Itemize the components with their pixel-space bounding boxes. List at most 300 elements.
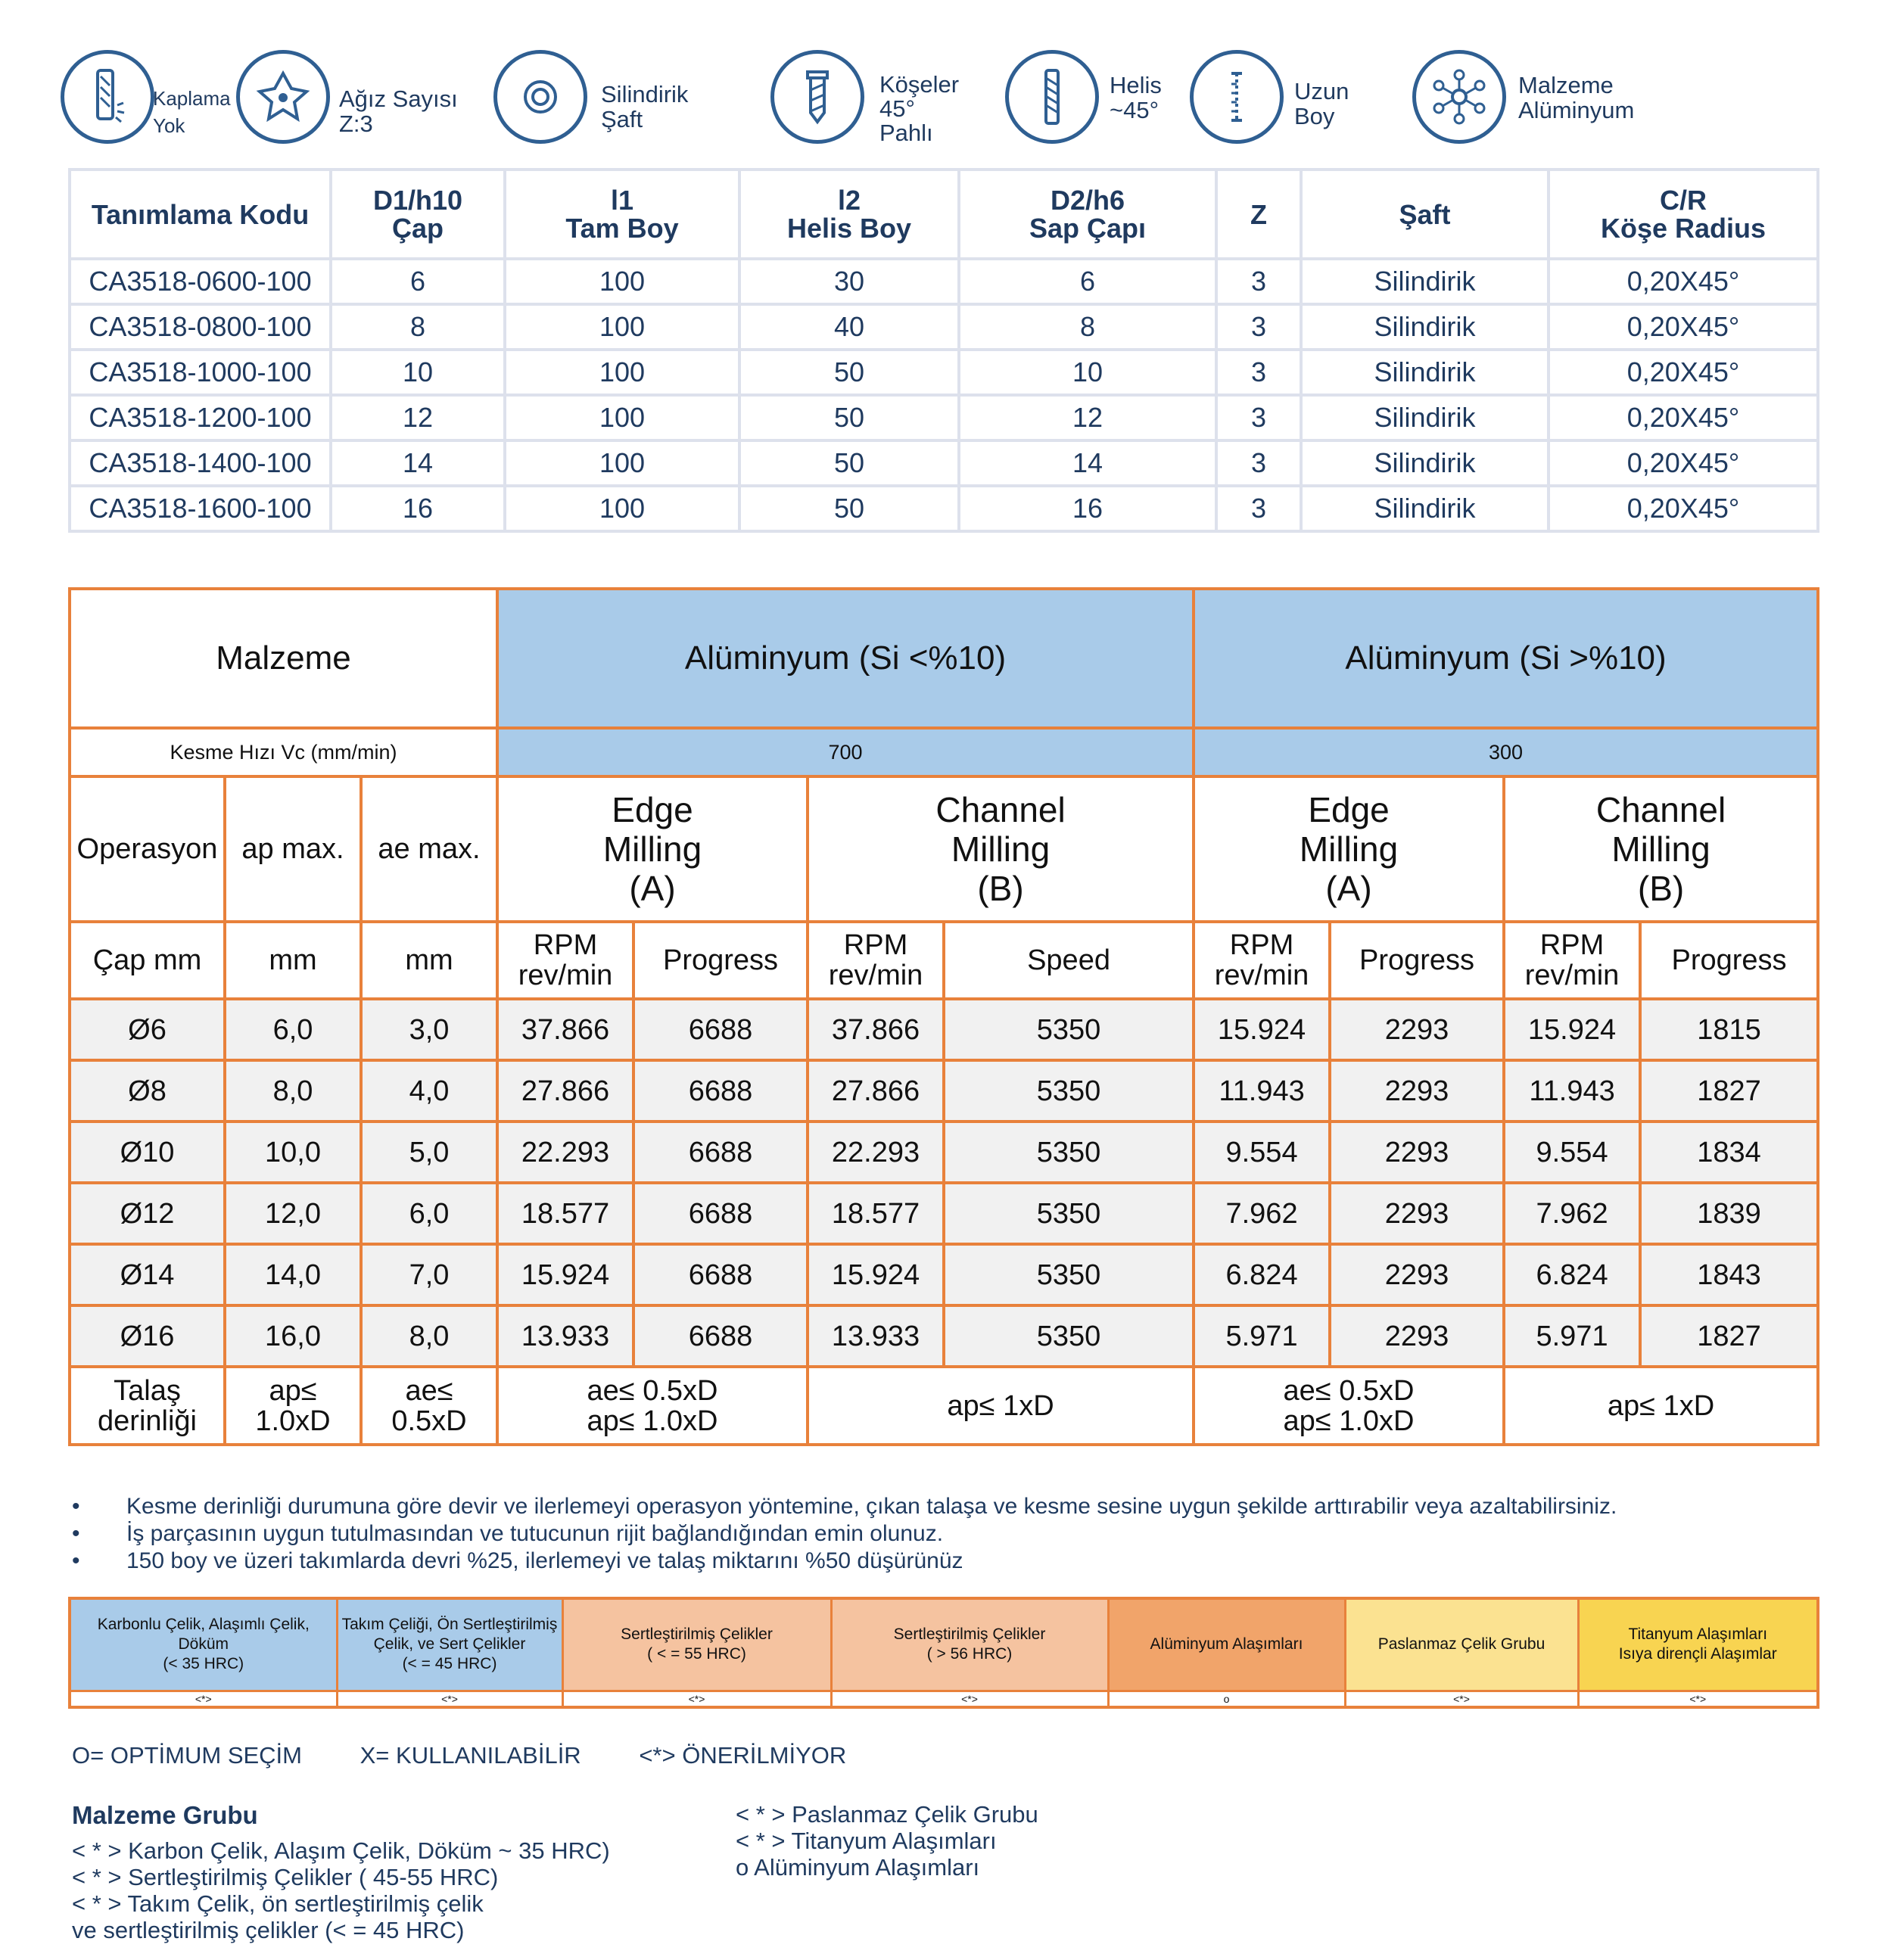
cell-l1: 100 [505, 440, 739, 486]
cell-shank: Silindirik [1301, 350, 1549, 395]
group-tool-steel [337, 1598, 562, 1691]
header-text: l1 [610, 185, 634, 216]
depth-text: ae≤ 0.5xD [1283, 1374, 1415, 1407]
unit-text: rev/min [1524, 960, 1620, 991]
group-text: Alüminyum Alaşımları [1150, 1635, 1303, 1654]
cell-ae: 4,0 [361, 1060, 497, 1122]
cell-d2: 6 [959, 259, 1216, 304]
cell-d2: 12 [959, 395, 1216, 440]
cell-rpm: 7.962 [1504, 1183, 1640, 1244]
cell-rpm: 27.866 [808, 1060, 944, 1122]
helix-icon [1005, 50, 1099, 144]
cell-radius: 0,20X45° [1549, 259, 1818, 304]
cell-rpm: 37.866 [497, 999, 633, 1060]
feature-material-label [1518, 73, 1634, 123]
cylindrical-shank-icon [493, 50, 587, 144]
header-text: D1/h10 [372, 185, 463, 216]
header-l1 [505, 170, 739, 259]
op-channel-milling-1 [808, 776, 1194, 922]
group-hardened-56 [831, 1598, 1108, 1691]
header-z [1216, 170, 1301, 259]
cell-progress: 6688 [633, 1244, 808, 1305]
ae-max-label: ae max. [361, 776, 497, 922]
operation-label: Operasyon [70, 776, 225, 922]
long-length-icon [1190, 50, 1284, 144]
cell-rpm: 6.824 [1504, 1244, 1640, 1305]
table-row [70, 395, 1818, 440]
depth-text: Talaş [114, 1374, 181, 1407]
progress-unit: Progress [1640, 922, 1818, 999]
cell-l1: 100 [505, 304, 739, 350]
cell-rpm: 18.577 [497, 1183, 633, 1244]
table-row [70, 999, 1818, 1060]
group-value: o [1108, 1691, 1345, 1707]
cell-l1: 100 [505, 259, 739, 304]
unit-text: RPM [1229, 929, 1294, 961]
material-row [70, 589, 1818, 728]
cell-speed: 5350 [944, 1183, 1194, 1244]
group-text: Çelik, ve Sert Çelikler [373, 1635, 526, 1654]
cell-radius: 0,20X45° [1549, 395, 1818, 440]
cell-code: CA3518-0600-100 [70, 259, 331, 304]
cell-rpm: 15.924 [1194, 999, 1330, 1060]
cell-progress: 1843 [1640, 1244, 1818, 1305]
cell-rpm: 27.866 [497, 1060, 633, 1122]
feature-coating [61, 47, 242, 149]
material-aluminium-low-si: Alüminyum (Si <%10) [497, 589, 1194, 728]
cell-speed: 5350 [944, 999, 1194, 1060]
cell-speed: 5350 [944, 1244, 1194, 1305]
legend-optimum: O= OPTİMUM SEÇİM [72, 1742, 302, 1769]
table-row [70, 1183, 1818, 1244]
header-radius [1549, 170, 1818, 259]
cell-l2: 50 [739, 350, 959, 395]
group-stainless [1345, 1598, 1578, 1691]
cell-rpm: 11.943 [1504, 1060, 1640, 1122]
icon-label-line: 45° [879, 95, 915, 122]
cell-diameter: Ø6 [70, 999, 225, 1060]
depth-text: ap≤ 1.0xD [1283, 1405, 1415, 1437]
legend-not-recommended: <*> ÖNERİLMİYOR [639, 1742, 847, 1769]
op-text: Channel [1595, 790, 1726, 829]
cutting-speed-row [70, 728, 1818, 776]
icon-label-line: Helis [1110, 72, 1162, 98]
group-text: Titanyum Alaşımları [1628, 1626, 1768, 1644]
cell-ap: 10,0 [225, 1122, 361, 1183]
icon-label-line: Şaft [601, 106, 643, 132]
cell-d1: 6 [331, 259, 505, 304]
icon-label-line: Boy [1294, 103, 1335, 129]
feature-chamfer [770, 47, 1013, 149]
table-row [70, 1305, 1818, 1367]
cell-z: 3 [1216, 350, 1301, 395]
cell-z: 3 [1216, 395, 1301, 440]
cell-progress: 1827 [1640, 1305, 1818, 1367]
cell-rpm: 6.824 [1194, 1244, 1330, 1305]
cell-rpm: 15.924 [1504, 999, 1640, 1060]
header-text: Tam Boy [565, 213, 679, 244]
table-row [70, 486, 1818, 531]
cell-z: 3 [1216, 304, 1301, 350]
op-text: (B) [1637, 869, 1685, 908]
cell-radius: 0,20X45° [1549, 440, 1818, 486]
unit-text: RPM [843, 929, 908, 961]
cell-radius: 0,20X45° [1549, 304, 1818, 350]
cell-progress: 2293 [1330, 1060, 1504, 1122]
group-text: (< 35 HRC) [163, 1655, 244, 1673]
cell-ap: 12,0 [225, 1183, 361, 1244]
group-text: Sertleştirilmiş Çelikler [621, 1626, 773, 1644]
cell-rpm: 15.924 [808, 1244, 944, 1305]
cell-rpm: 9.554 [1194, 1122, 1330, 1183]
icon-label-line: Ağız Sayısı [339, 86, 458, 112]
depth-text: 1.0xD [255, 1405, 331, 1437]
table-row [70, 259, 1818, 304]
feature-coating-label [153, 85, 231, 139]
chip-depth-ae [361, 1367, 497, 1445]
icon-label-line: Köşeler [879, 71, 960, 98]
table-row [70, 304, 1818, 350]
group-text: Paslanmaz Çelik Grubu [1377, 1635, 1545, 1654]
depth-text: ae≤ [405, 1374, 453, 1407]
table-row [70, 1060, 1818, 1122]
unit-row [70, 922, 1818, 999]
header-text: D2/h6 [1050, 185, 1125, 216]
cell-rpm: 9.554 [1504, 1122, 1640, 1183]
cell-diameter: Ø16 [70, 1305, 225, 1367]
cutting-speed-label: Kesme Hızı Vc (mm/min) [70, 728, 497, 776]
material-group-table [68, 1597, 1819, 1709]
icon-label-line: Alüminyum [1518, 97, 1635, 123]
cell-progress: 1834 [1640, 1122, 1818, 1183]
depth-text: ap≤ [269, 1374, 317, 1407]
cutting-data-table [68, 587, 1819, 1446]
cell-progress: 6688 [633, 1183, 808, 1244]
table-row [70, 440, 1818, 486]
feature-flute-count [236, 47, 509, 149]
cell-l1: 100 [505, 350, 739, 395]
icon-label-line: Uzun [1294, 78, 1349, 104]
feature-shank-label [601, 82, 688, 132]
cell-shank: Silindirik [1301, 304, 1549, 350]
progress-unit: Progress [1330, 922, 1504, 999]
cell-rpm: 22.293 [808, 1122, 944, 1183]
cell-progress: 6688 [633, 1305, 808, 1367]
icon-label-line: Malzeme [1518, 72, 1614, 98]
cell-speed: 5350 [944, 1305, 1194, 1367]
list-item: < * > Paslanmaz Çelik Grubu [736, 1801, 1038, 1828]
cell-rpm: 5.971 [1504, 1305, 1640, 1367]
cell-progress: 6688 [633, 1122, 808, 1183]
header-code [70, 170, 331, 259]
cell-d2: 10 [959, 350, 1216, 395]
chamfer-corner-icon [770, 50, 864, 144]
feature-icon-strip [61, 47, 1832, 149]
material-group-list-right [736, 1801, 1038, 1881]
group-carbon-steel [70, 1598, 337, 1691]
feature-length [1190, 47, 1417, 149]
depth-text: ae≤ 0.5xD [587, 1374, 718, 1407]
op-text: Channel [935, 790, 1066, 829]
cell-d2: 16 [959, 486, 1216, 531]
unit-text: rev/min [828, 960, 923, 991]
op-text: (A) [1325, 869, 1372, 908]
cell-z: 3 [1216, 259, 1301, 304]
group-text: Sertleştirilmiş Çelikler [893, 1626, 1046, 1644]
cell-radius: 0,20X45° [1549, 350, 1818, 395]
group-value: <*> [1578, 1691, 1818, 1707]
group-aluminium [1108, 1598, 1345, 1691]
cell-diameter: Ø14 [70, 1244, 225, 1305]
material-icon [1412, 50, 1506, 144]
group-text: ( > 56 HRC) [926, 1645, 1013, 1663]
icon-label-line: Kaplama [153, 87, 231, 110]
cell-diameter: Ø8 [70, 1060, 225, 1122]
cell-code: CA3518-1200-100 [70, 395, 331, 440]
group-value: <*> [831, 1691, 1108, 1707]
cell-d1: 8 [331, 304, 505, 350]
cutting-speed-value-1: 700 [497, 728, 1194, 776]
cell-progress: 2293 [1330, 1122, 1504, 1183]
depth-text: derinliği [98, 1405, 197, 1437]
op-text: Milling [602, 829, 702, 869]
cell-l2: 50 [739, 486, 959, 531]
header-d2 [959, 170, 1216, 259]
header-text: C/R [1660, 185, 1707, 216]
depth-text: ap≤ 1.0xD [587, 1405, 718, 1437]
cell-progress: 6688 [633, 999, 808, 1060]
spec-header-row [70, 170, 1818, 259]
cell-d1: 16 [331, 486, 505, 531]
table-row [70, 1244, 1818, 1305]
header-text: Tanımlama Kodu [91, 198, 310, 230]
progress-unit: Progress [633, 922, 808, 999]
list-item: < * > Sertleştirilmiş Çelikler ( 45-55 HRC) [72, 1864, 499, 1890]
feature-shank [493, 47, 751, 149]
cell-ae: 7,0 [361, 1244, 497, 1305]
chip-depth-channel-1: ap≤ 1xD [808, 1367, 1194, 1445]
header-l2 [739, 170, 959, 259]
feature-material [1412, 47, 1730, 149]
cell-speed: 5350 [944, 1060, 1194, 1122]
group-text: Takım Çeliği, Ön Sertleştirilmiş [341, 1616, 558, 1634]
group-text: Isıya dirençli Alaşımlar [1618, 1645, 1777, 1663]
material-group-values [70, 1691, 1818, 1707]
group-titanium [1578, 1598, 1818, 1691]
list-item: < * > Karbon Çelik, Alaşım Çelik, Döküm ~ 35 HRC) [72, 1837, 610, 1864]
cell-l1: 100 [505, 395, 739, 440]
note-item: • 150 boy ve üzeri takımlarda devri %25, ilerlemeyi ve talaş miktarını %50 düşürünüz [72, 1548, 1813, 1575]
rpm-unit [497, 922, 633, 999]
chip-depth-channel-2: ap≤ 1xD [1504, 1367, 1818, 1445]
cell-code: CA3518-1400-100 [70, 440, 331, 486]
cell-progress: 2293 [1330, 999, 1504, 1060]
cell-ae: 3,0 [361, 999, 497, 1060]
selection-legend [72, 1742, 898, 1769]
cell-z: 3 [1216, 440, 1301, 486]
cell-ae: 8,0 [361, 1305, 497, 1367]
cell-code: CA3518-0800-100 [70, 304, 331, 350]
rpm-unit [808, 922, 944, 999]
cell-rpm: 11.943 [1194, 1060, 1330, 1122]
cell-shank: Silindirik [1301, 259, 1549, 304]
cell-d1: 12 [331, 395, 505, 440]
cell-progress: 2293 [1330, 1305, 1504, 1367]
unit-text: RPM [1539, 929, 1605, 961]
op-text: Milling [1299, 829, 1399, 869]
cell-diameter: Ø10 [70, 1122, 225, 1183]
header-text: Sap Çapı [1029, 213, 1147, 244]
unit-text: RPM [533, 929, 598, 961]
cell-progress: 6688 [633, 1060, 808, 1122]
cell-progress: 1827 [1640, 1060, 1818, 1122]
group-hardened-55 [562, 1598, 831, 1691]
cell-ap: 14,0 [225, 1244, 361, 1305]
product-spec-table [68, 168, 1819, 533]
speed-unit: Speed [944, 922, 1194, 999]
chip-depth-edge-1 [497, 1367, 808, 1445]
cell-d2: 8 [959, 304, 1216, 350]
chip-depth-ap [225, 1367, 361, 1445]
cell-progress: 1839 [1640, 1183, 1818, 1244]
table-row [70, 350, 1818, 395]
cell-rpm: 13.933 [497, 1305, 633, 1367]
cell-progress: 2293 [1330, 1183, 1504, 1244]
cell-shank: Silindirik [1301, 440, 1549, 486]
table-row [70, 1122, 1818, 1183]
header-text: Z [1250, 198, 1267, 230]
op-text: Milling [1611, 829, 1710, 869]
cell-rpm: 22.293 [497, 1122, 633, 1183]
cell-ap: 6,0 [225, 999, 361, 1060]
note-item: • İş parçasının uygun tutulmasından ve tutucunun rijit bağlandığından emin olunuz. [72, 1520, 1813, 1548]
header-shank [1301, 170, 1549, 259]
op-channel-milling-2 [1504, 776, 1818, 922]
material-label: Malzeme [70, 589, 497, 728]
cell-ap: 8,0 [225, 1060, 361, 1122]
group-value: <*> [562, 1691, 831, 1707]
cell-diameter: Ø12 [70, 1183, 225, 1244]
diameter-unit-label: Çap mm [70, 922, 225, 999]
legend-usable: X= KULLANILABİLİR [360, 1742, 581, 1769]
icon-label-line: Z:3 [339, 110, 373, 137]
cell-l1: 100 [505, 486, 739, 531]
note-item: • Kesme derinliği durumuna göre devir ve ilerlemeyi operasyon yöntemine, çıkan talaşa ve kesme sesine uygun şekilde arttırabilir veya azaltabilirsiniz. [72, 1493, 1813, 1520]
group-value: <*> [1345, 1691, 1578, 1707]
group-value: <*> [337, 1691, 562, 1707]
material-group-labels [70, 1598, 1818, 1691]
cell-rpm: 7.962 [1194, 1183, 1330, 1244]
icon-label-line: ~45° [1110, 97, 1159, 123]
feature-chamfer-label [879, 73, 959, 145]
list-item: < * > Titanyum Alaşımları [736, 1828, 997, 1854]
cell-progress: 2293 [1330, 1244, 1504, 1305]
list-item: ve sertleştirilmiş çelikler (< = 45 HRC) [72, 1917, 465, 1943]
material-group-title: Malzeme Grubu [72, 1801, 258, 1829]
op-text: Milling [951, 829, 1051, 869]
cell-rpm: 13.933 [808, 1305, 944, 1367]
ae-unit: mm [361, 922, 497, 999]
cell-d1: 10 [331, 350, 505, 395]
cell-radius: 0,20X45° [1549, 486, 1818, 531]
ap-unit: mm [225, 922, 361, 999]
op-text: (B) [977, 869, 1024, 908]
group-text: (< = 45 HRC) [402, 1655, 497, 1673]
chip-depth-edge-2 [1194, 1367, 1504, 1445]
operation-row [70, 776, 1818, 922]
header-text: Şaft [1399, 198, 1451, 230]
cell-rpm: 15.924 [497, 1244, 633, 1305]
op-text: (A) [629, 869, 676, 908]
cell-ap: 16,0 [225, 1305, 361, 1367]
feature-helix-label [1110, 73, 1162, 123]
cell-code: CA3518-1600-100 [70, 486, 331, 531]
cell-l2: 50 [739, 440, 959, 486]
header-d1 [331, 170, 505, 259]
material-aluminium-high-si: Alüminyum (Si >%10) [1194, 589, 1818, 728]
header-text: Köşe Radius [1600, 213, 1766, 244]
material-group-list-left [72, 1837, 610, 1943]
cell-l2: 50 [739, 395, 959, 440]
rpm-unit [1194, 922, 1330, 999]
cell-shank: Silindirik [1301, 395, 1549, 440]
rpm-unit [1504, 922, 1640, 999]
cell-ae: 5,0 [361, 1122, 497, 1183]
header-text: Çap [391, 213, 444, 244]
unit-text: rev/min [1214, 960, 1309, 991]
group-text: ( < = 55 HRC) [647, 1645, 746, 1663]
header-text: l2 [837, 185, 861, 216]
op-text: Edge [1308, 790, 1390, 829]
coating-icon [61, 50, 154, 144]
cell-l2: 30 [739, 259, 959, 304]
icon-label-line: Yok [153, 114, 185, 137]
icon-label-line: Pahlı [879, 120, 933, 146]
chip-depth-label [70, 1367, 225, 1445]
cell-progress: 1815 [1640, 999, 1818, 1060]
flute-count-icon [236, 50, 330, 144]
op-edge-milling-1 [497, 776, 808, 922]
op-text: Edge [612, 790, 693, 829]
cell-rpm: 37.866 [808, 999, 944, 1060]
cell-ae: 6,0 [361, 1183, 497, 1244]
group-text: Karbonlu Çelik, Alaşımlı Çelik, Döküm [97, 1616, 310, 1654]
cell-shank: Silindirik [1301, 486, 1549, 531]
group-value: <*> [70, 1691, 337, 1707]
unit-text: rev/min [518, 960, 613, 991]
op-edge-milling-2 [1194, 776, 1504, 922]
cutting-speed-value-2: 300 [1194, 728, 1818, 776]
ap-max-label: ap max. [225, 776, 361, 922]
cell-z: 3 [1216, 486, 1301, 531]
cell-code: CA3518-1000-100 [70, 350, 331, 395]
depth-text: 0.5xD [391, 1405, 467, 1437]
feature-length-label [1294, 79, 1349, 129]
list-item: < * > Takım Çelik, ön sertleştirilmiş çelik [72, 1890, 484, 1917]
feature-flute-count-label [339, 86, 458, 136]
cell-speed: 5350 [944, 1122, 1194, 1183]
usage-notes [72, 1493, 1813, 1575]
chip-depth-row [70, 1367, 1818, 1445]
icon-label-line: Silindirik [601, 81, 689, 107]
cell-d2: 14 [959, 440, 1216, 486]
cell-rpm: 5.971 [1194, 1305, 1330, 1367]
cell-d1: 14 [331, 440, 505, 486]
cell-rpm: 18.577 [808, 1183, 944, 1244]
cell-l2: 40 [739, 304, 959, 350]
list-item: o Alüminyum Alaşımları [736, 1854, 980, 1881]
header-text: Helis Boy [786, 213, 912, 244]
